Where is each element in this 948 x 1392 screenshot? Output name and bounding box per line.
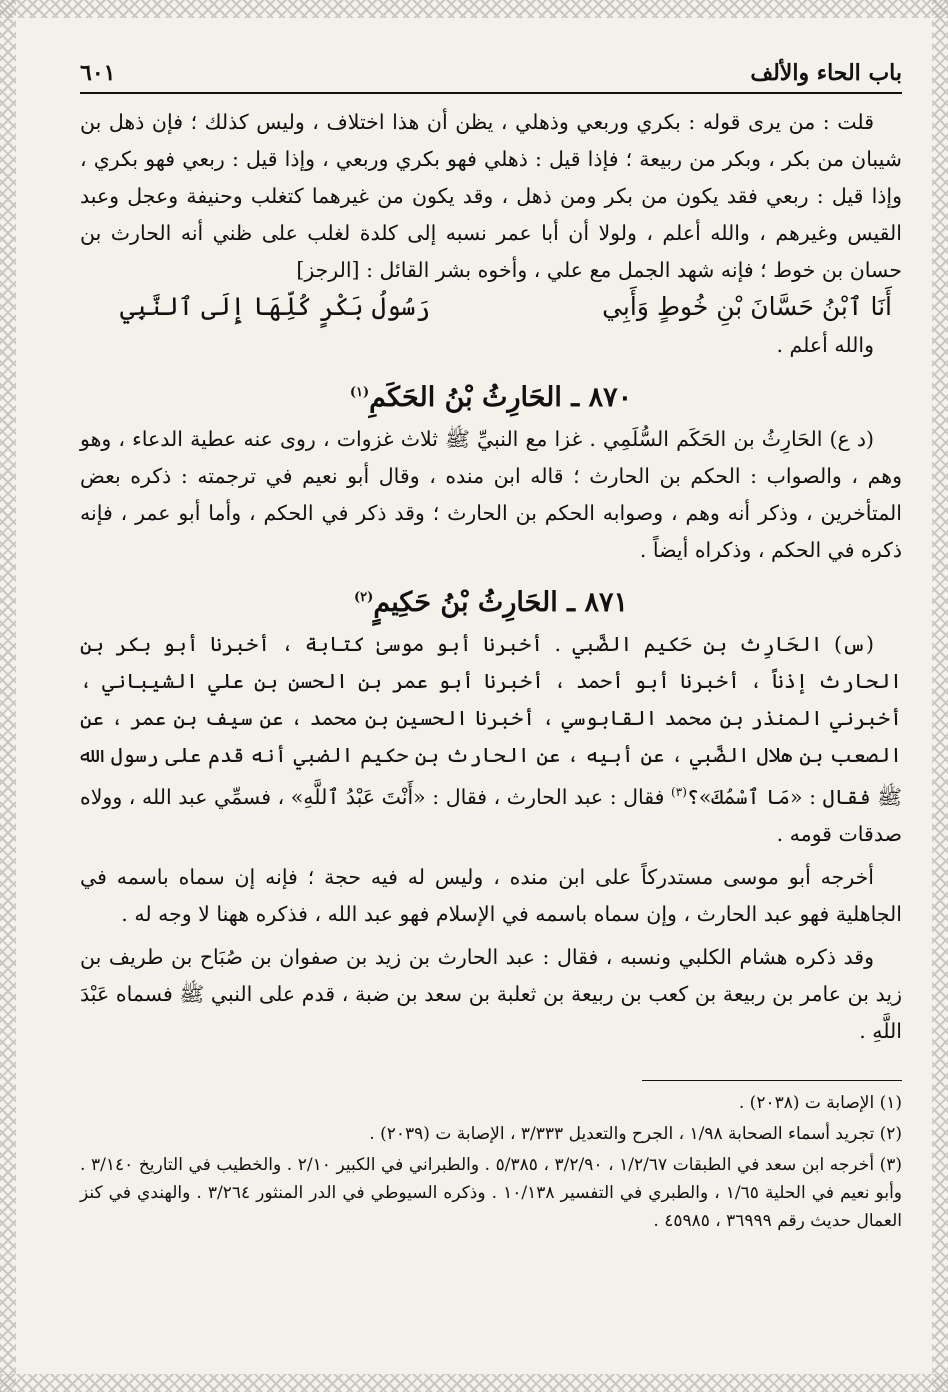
ornamental-border-top xyxy=(0,0,948,18)
footnote-separator xyxy=(642,1080,902,1081)
footnote-2: (٢) تجريد أسماء الصحابة ١/٩٨ ، الجرح والتعديل ٣/٣٣٣ ، الإصابة ت (٢٠٣٩) . xyxy=(369,1123,902,1144)
ornamental-border-left xyxy=(0,0,16,1392)
footnote-ref-2: (٢) xyxy=(354,590,374,605)
entry-heading-871 xyxy=(80,577,902,624)
paragraph-entry-871 xyxy=(80,626,902,853)
ornamental-border-right xyxy=(932,0,948,1392)
entry-heading-870 xyxy=(80,372,902,419)
paragraph-remark: أخرجه أبو موسى مستدركاً على ابن منده ، وليس له فيه حجة ؛ فإنه إن سماه باسمه في الجاهلية فهو عبد الحارث ، وإن سماه باسمه في الإسلام فهو عبد الله ، فذكره ههنا لا وجه له . xyxy=(80,864,902,926)
entry-heading-871-text: ٨٧١ ـ الحَارِثُ بْنُ حَكِيمٍ xyxy=(373,587,628,618)
page-number: ٦٠١ xyxy=(80,60,116,86)
paragraph-commentary: قلت : من يرى قوله : بكري وربعي وذهلي ، يظن أن هذا اختلاف ، وليس كذلك ؛ فإن ذهل بن شيبان من بكر ، وبكر من ربيعة ؛ فإذا قيل : ذهلي فهو بكري وربعي ، وإذا قيل : ربعي فهو بكري ، وإذا قيل : ربعي فقد يكون من بكر ومن ذهل ، وقد يكون من غيرهما كتغلب وحنيفة وعجل وعبد القيس وغيرهم ، والله أعلم ، ولولا أن أبا عمر نسبه إلى كلدة لغلب على ظني أنه الحارث بن حسان بن خوط ؛ فإنه شهد الجمل مع علي ، وأخوه بشر القائل : [الرجز] xyxy=(80,110,902,282)
paragraph-entry-870: (د ع) الحَارِثُ بن الحَكَم السُّلَمِي . غزا مع النبيِّ ﷺ ثلاث غزوات ، روى عنه عطية الدعاء ، وهو وهم ، والصواب : الحكم بن الحارث ؛ قاله ابن منده ، وقال أبو نعيم في ترجمته : ذكره بعض المتأخرين ، وذكر أنه وهم ، وصوابه الحكم بن الحارث ؛ وقد ذكر في الحكم ، وأما أبو عمر ، فإنه ذكره في الحكم ، وذكراه أيضاً . xyxy=(80,427,902,562)
paragraph-lineage: وقد ذكره هشام الكلبي ونسبه ، فقال : عبد الحارث بن زيد بن صفوان بن صُبَاح بن طريف بن زيد بن عامر بن ربيعة بن كعب بن ربيعة بن ثعلبة بن سعد بن ضبة ، قدم على النبي ﷺ فسماه عَبْدَ اللَّهِ . xyxy=(80,944,902,1043)
footnote-ref-1: (١) xyxy=(349,385,370,400)
paragraph-entry-871-part1: (س) الحَارِث بن حَكيم الضَّبي . أخبرنا أبو موسىٰ كتابة ، أخبرنا أبو بكر بن الحارث إذناً ، أخبرنا أبو أحمد ، أخبرنا أبو عمر بن الحسن بن علي الشيباني ، أخبرني المنذر بن محمد القابوسي ، أخبرنا الحسين بن محمد ، عن سيف بن عمر ، عن الصعب بن هلال الضَّبي ، عن أبيه ، عن الحارث بن حكيم الضبي أنه قدم على رسول الله ﷺ فقال : «مَا ٱسْمُكَ»؟ xyxy=(80,632,903,809)
paragraph-entry-871-part2: فقال : عبد الحارث ، فقال : «أَنْتَ عَبْدُ ٱللَّهِ» ، فسمِّي عبد الله ، وولاه صدقات قومه . xyxy=(80,784,902,846)
book-page xyxy=(80,56,902,1238)
ornamental-border-bottom xyxy=(0,1374,948,1392)
verse-first-hemistich: أَنَا ٱبْنُ حَسَّانَ بْنِ خُوطٍ وَأَبِي xyxy=(602,292,892,321)
paragraph-closing: والله أعلم . xyxy=(776,333,874,357)
verse-second-hemistich: رَسُولُ بَكْرٍ كُلِّهَا إِلَى ٱلنَّبِي xyxy=(120,292,431,321)
footnote-ref-3: (٣) xyxy=(671,785,687,799)
running-title: باب الحاء والألف xyxy=(750,60,902,86)
poetry-verse xyxy=(80,287,902,327)
footnote-1: (١) الإصابة ت (٢٠٣٨) . xyxy=(738,1092,902,1113)
running-head xyxy=(80,56,902,94)
entry-heading-870-text: ٨٧٠ ـ الحَارِثُ بْنُ الحَكَمِ xyxy=(369,382,633,413)
footnote-3: (٣) أخرجه ابن سعد في الطبقات ١/٢/٦٧ ، ٣/٢/٩٠ ، ٥/٣٨٥ . والطبراني في الكبير ٢/١٠ . والخطيب في التاريخ ٣/١٤٠ . وأبو نعيم في الحلية ١/٦٥ ، والطبري في التفسير ١٠/١٣٨ . وذكره السيوطي في الدر المنثور ٣/٢٦٤ . والهندي في كنز العمال حديث رقم ٣٦٩٩٩ ، ٤٥٩٨٥ . xyxy=(80,1154,903,1231)
